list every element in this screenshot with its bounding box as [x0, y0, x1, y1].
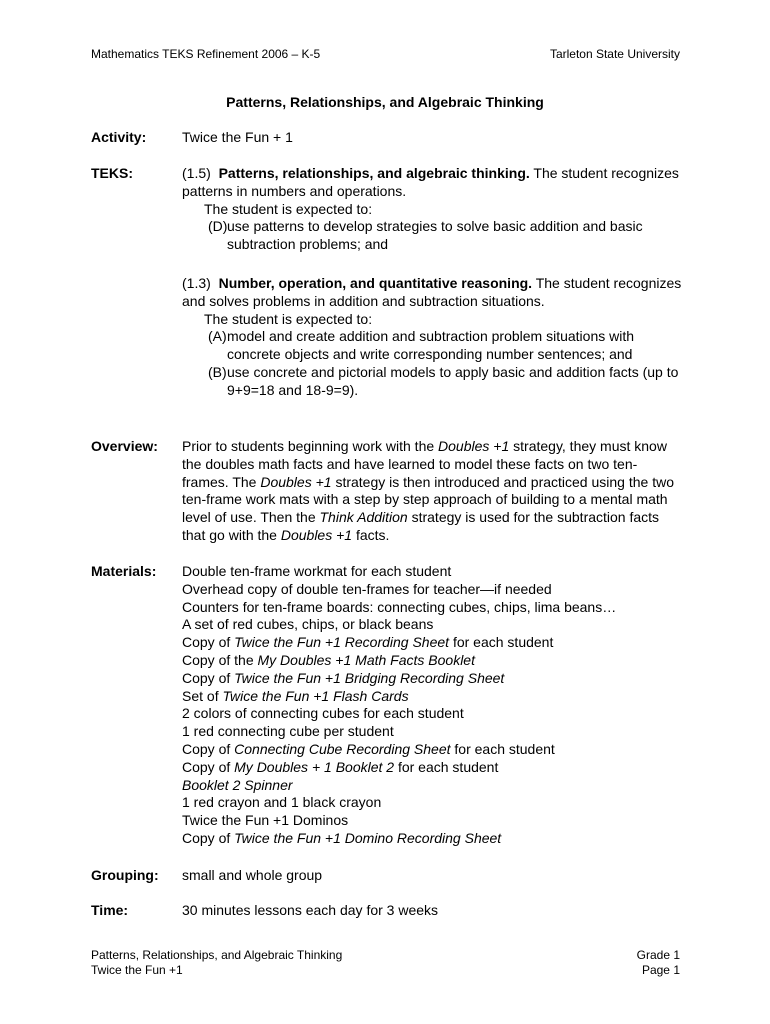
grouping-label: Grouping:: [91, 867, 159, 883]
material-title: Twice the Fun +1 Domino Recording Sheet: [234, 829, 502, 846]
teks-2-heading: Number, operation, and quantitative reasoning.: [218, 275, 533, 291]
material-title: Twice the Fun +1 Flash Cards: [222, 687, 409, 704]
teks-2-intro: [182, 275, 682, 311]
item-text: use patterns to develop strategies to solve basic addition and basic subtraction problems; and: [227, 218, 643, 253]
material-title: My Doubles + 1 Booklet 2: [234, 758, 395, 775]
activity-value: [182, 129, 682, 147]
item-letter: (B): [208, 363, 227, 380]
teks-1-desc: The student recognizes patterns in numbers and operations.: [182, 165, 679, 199]
overview-part: facts.: [355, 526, 390, 543]
overview-italic: Think Addition: [319, 509, 408, 526]
activity-text: Twice the Fun + 1: [182, 129, 293, 145]
material-title: Twice the Fun +1 Recording Sheet: [234, 634, 450, 651]
overview-text: [182, 438, 682, 545]
material-item: [182, 759, 682, 777]
teks-2-code: (1.3): [182, 275, 211, 291]
material-text: for each student: [397, 758, 499, 775]
materials-label: Materials:: [91, 563, 157, 579]
material-text: for each student: [452, 634, 554, 651]
material-item: 1 red crayon and 1 black crayon: [182, 794, 382, 811]
material-item: [182, 830, 682, 848]
material-text: Set of: [182, 687, 219, 704]
teks-1-expected: The student is expected to:: [204, 200, 373, 217]
material-item: [182, 777, 682, 795]
material-item: 1 red connecting cube per student: [182, 723, 394, 740]
header-left: Mathematics TEKS Refinement 2006 – K-5: [91, 47, 321, 61]
overview-part: Prior to students beginning work with the: [182, 438, 435, 454]
overview-part: strategy, they must know the doubles math facts and have learned to model these facts on two ten-frames. The: [182, 438, 667, 490]
footer-left: [91, 948, 342, 978]
material-item: Counters for ten-frame boards: connecting cubes, chips, lima beans…: [182, 598, 617, 615]
teks-label: TEKS:: [91, 165, 133, 181]
header-right: Tarleton State University: [549, 47, 680, 61]
material-text: Copy of: [182, 669, 231, 686]
footer-left-line1: Patterns, Relationships, and Algebraic Thinking: [91, 948, 343, 962]
overview-label: Overview:: [91, 438, 158, 454]
overview-paragraph: [182, 438, 682, 545]
material-text: for each student: [454, 740, 555, 757]
material-item: [182, 652, 682, 670]
material-title: Twice the Fun +1 Bridging Recording Sheet: [234, 669, 505, 686]
grouping-value: [182, 867, 682, 885]
overview-italic: Doubles +1: [438, 438, 510, 454]
item-text: model and create addition and subtraction problem situations with concrete objects and write corresponding number sentences; and: [227, 328, 635, 363]
material-item: Twice the Fun +1 Dominos: [182, 812, 349, 829]
teks-1-item-d: [182, 218, 682, 254]
footer-page-number: Page 1: [641, 963, 680, 977]
footer-right: [637, 948, 680, 978]
material-item: 2 colors of connecting cubes for each student: [182, 705, 464, 722]
material-item: Double ten-frame workmat for each student: [182, 563, 452, 579]
overview-part: strategy is then introduced and practiced using the two ten-frame work mats with a step by step approach of building to a mental math level of use. Then the: [182, 473, 674, 526]
overview-italic: Doubles +1: [280, 526, 353, 543]
overview-part: strategy is used for the subtraction facts that go with the: [182, 509, 660, 543]
item-text: use concrete and pictorial models to apply basic and addition facts (up to 9+9=18 and 18-9=9).: [227, 363, 679, 398]
material-item: [182, 688, 682, 706]
material-title: Booklet 2 Spinner: [182, 776, 293, 793]
grouping-text: small and whole group: [182, 867, 323, 883]
item-letter: (D): [208, 218, 228, 235]
material-item: [182, 741, 682, 759]
material-text: Copy of: [182, 740, 231, 757]
material-text: Copy of: [182, 758, 231, 775]
materials-list: [182, 563, 682, 848]
teks-1-code: (1.5): [182, 165, 211, 181]
teks-2-item-a: [182, 328, 682, 364]
teks-1-heading: Patterns, relationships, and algebraic thinking.: [218, 165, 530, 181]
material-text: Copy of the: [182, 651, 254, 668]
page-title: Patterns, Relationships, and Algebraic Thinking: [226, 94, 544, 110]
time-text: 30 minutes lessons each day for 3 weeks: [182, 902, 439, 918]
material-item: Overhead copy of double ten-frames for teacher—if needed: [182, 580, 552, 597]
teks-2-item-b: [182, 364, 682, 400]
material-title: Connecting Cube Recording Sheet: [234, 740, 451, 757]
time-label: Time:: [91, 902, 129, 918]
material-title: My Doubles +1 Math Facts Booklet: [257, 651, 475, 668]
material-item: [182, 670, 682, 688]
material-item: [182, 634, 682, 652]
teks-block-1: [182, 165, 682, 254]
activity-label: Activity:: [91, 129, 147, 145]
footer-grade: Grade 1: [636, 948, 680, 962]
time-value: [182, 902, 682, 920]
material-item: A set of red cubes, chips, or black beans: [182, 616, 434, 633]
footer-left-line2: Twice the Fun +1: [91, 963, 183, 977]
teks-2-expected: The student is expected to:: [204, 310, 373, 327]
material-text: Copy of: [182, 829, 231, 846]
overview-italic: Doubles +1: [260, 473, 332, 490]
teks-1-intro: [182, 165, 682, 201]
teks-2-desc: The student recognizes and solves problems in addition and subtraction situations.: [182, 275, 682, 309]
material-text: Copy of: [182, 634, 231, 651]
item-letter: (A): [208, 328, 227, 345]
teks-block-2: [182, 275, 682, 400]
